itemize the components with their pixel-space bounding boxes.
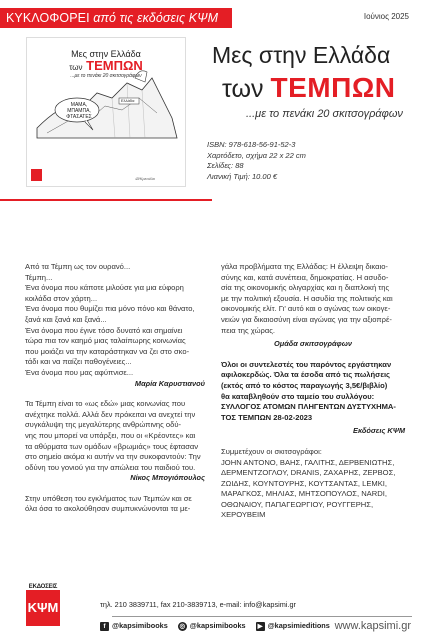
text-line: Από τα Τέμπη ως τον ουρανό... <box>25 262 131 271</box>
facebook-icon: f <box>100 622 109 631</box>
cover-signature: Ø/Κρεούλο <box>135 176 155 181</box>
book-title-line2 <box>222 72 396 104</box>
left-block3 <box>25 494 205 515</box>
text-line: τάδι και να παίζει παθογένειες... <box>25 357 132 367</box>
text-line: πεια της χώρας. <box>221 325 275 335</box>
text-line: κοιλάδα στον χάρτη... <box>25 293 98 303</box>
text-line: στο σημείο ακόμα κι αυτήν να την συκοφαντούν: Την <box>25 452 201 462</box>
banner-italic: από τις εκδόσεις ΚΨΜ <box>93 11 219 25</box>
text-line: ΣΥΛΛΟΓΟΣ ΑΤΟΜΩΝ ΠΛΗΓΕΝΤΩΝ ΔΥΣΤΥΧΗΜΑ- <box>221 402 396 412</box>
youtube-link[interactable] <box>256 621 330 631</box>
issue-date: Ιούνιος 2025 <box>363 12 409 21</box>
text-line: ΜΑΡΑΓΚΟΣ, ΜΗΛΙΑΣ, ΜΗΤΣΟΠΟΥΛΟΣ, NARDI, <box>221 489 387 499</box>
instagram-link[interactable] <box>178 621 246 631</box>
text-line: γάλα προβλήματα της Ελλάδας: Η έλλειψη δικαιο- <box>221 262 388 271</box>
contributors-label: Συμμετέχουν οι σκιτσογράφοι: <box>221 446 322 456</box>
text-line: Ένα όνομα που έγινε τόσο δυνατό και σημαίνει <box>25 325 183 335</box>
text-line: όλα όσα το ακολούθησαν συμπυκνώνονται τα με- <box>25 504 191 514</box>
text-line: με την πολιτική εξουσία. Η ασυδία της πολιτικής και <box>221 293 393 303</box>
text-line: αφιλοκερδώς. Όλα τα έσοδα από τις πωλήσεις <box>221 370 390 380</box>
contact-info: τηλ. 210 3839711, fax 210-3839713, e-mail: info@kapsimi.gr <box>100 600 296 609</box>
quote-author-3: Ομάδα σκιτσογράφων <box>273 339 353 349</box>
publisher-logo-main: ΚΨΜ <box>26 590 60 626</box>
text-line: Ένα όνομα που μας αφύπνισε... <box>25 367 134 377</box>
cover-subtitle: ...με το πενάκι 20 σκιτσογράφων <box>70 73 142 79</box>
text-line: ΧΕΡΟΥΒΕΙΜ <box>221 510 266 520</box>
cover-temp-big: ΤΕΜΠΩΝ <box>86 58 143 73</box>
social-links <box>100 621 330 631</box>
left-block1 <box>25 262 205 379</box>
cover-title: Μες στην Ελλάδα <box>71 49 141 59</box>
meta-price: Λιανική Τιμή: 10.00 € <box>207 171 278 181</box>
text-line: (εκτός από το κόστος παραγωγής 3,5€/βιβλίο) <box>221 380 388 390</box>
text-line: νης που μπορεί να υπάρξει, που οι «Κρέοντες» και <box>25 430 196 440</box>
text-line: ανέχτηκε πολλά. Αλλά δεν πρόκειται να ανεχτεί την <box>25 409 196 419</box>
book-meta <box>207 140 306 182</box>
text-line: Ένα όνομα που κάποτε μιλούσε για μια εύφορη <box>25 283 184 293</box>
left-column <box>25 262 205 515</box>
publisher-sign: Εκδόσεις ΚΨΜ <box>353 426 405 436</box>
book-cover <box>26 37 186 187</box>
text-line: Στην υπόθεση του εγκλήματος των Τεμπών και σε <box>25 493 192 503</box>
cover-temp <box>27 58 185 73</box>
text-line: που μοιάζει να την καταράστηκαν να ζει στο σκο- <box>25 346 190 356</box>
text-line: Ένα όνομα που θυμίζει πια μόνο πόνο και θάνατο, <box>25 304 195 314</box>
book-title-small: των <box>222 75 264 103</box>
proceeds-notice <box>221 360 405 424</box>
cover-bubble-text: ΜΑΜΑ, ΜΠΑΜΠΑ, ΦΤΑΣΑΤΕΣ <box>66 102 92 120</box>
meta-binding: Χαρτόδετο, σχήμα 22 x 22 cm <box>207 150 306 160</box>
text-line: οικονομικής ελίτ. Γι' αυτό και ο αγώνας των οικογε- <box>221 304 391 314</box>
left-block2 <box>25 399 205 473</box>
website-link[interactable]: www.kapsimi.gr <box>334 620 411 632</box>
quote-author-1: Μαρία Καρυστιανού <box>134 378 205 388</box>
social-label: @kapsimieditions <box>267 621 330 630</box>
meta-pages: Σελίδες: 88 <box>207 161 244 170</box>
text-line: ΖΩΙΔΗΣ, ΚΟΥΝΤΟΥΡΗΣ, ΚΟΥΤΣΑΝΤΑΣ, LEMKI, <box>221 478 388 488</box>
text-line: τα αθύρματα των ομάδων «βρωμιάς» τους έφτασαν <box>25 441 199 451</box>
text-line: JOHN ANTONO, ΒΑΗΣ, ΓΑΛΙΤΗΣ, ΔΕΡΒΕΝΙΩΤΗΣ, <box>221 457 395 467</box>
book-subtitle: ...με το πενάκι 20 σκιτσογράφων <box>246 108 403 120</box>
meta-isbn: ISBN: 978-618-56-91-52-3 <box>207 140 296 149</box>
cover-publisher-logo-icon <box>31 169 42 181</box>
text-line: Όλοι οι συντελεστές του παρόντος εργάστηκαν <box>221 359 392 369</box>
publisher-logo <box>26 584 60 628</box>
text-line: σύνης και, κατά συνέπεια, δημοκρατίας. Η ασυδο- <box>221 272 389 282</box>
publisher-logo-top: ΕΚΔΟΣΕΙΣ <box>28 584 58 590</box>
text-line: σία της οικονομικής ολιγαρχίας και η διαπλοκή της <box>221 283 390 293</box>
text-line: ΔΕΡΜΕΝΤΖΟΓΛΟΥ, DRANIS, ΖΑΧΑΡΗΣ, ΖΕΡΒΟΣ, <box>221 468 396 478</box>
instagram-icon: ◎ <box>179 623 186 630</box>
social-label: @kapsimibooks <box>189 621 246 630</box>
quote-author-2: Νίκος Μπογιόπουλος <box>130 473 205 483</box>
text-line: συγκάλυψη της μεγαλύτερης ανθρώπινης οδύ- <box>25 420 182 430</box>
text-line: Τέμπη... <box>25 272 53 282</box>
footer-divider <box>112 616 412 617</box>
cover-sign-text: Ελλάδα <box>121 98 135 103</box>
social-label: @kapsimibooks <box>112 621 168 630</box>
text-line: τώρα πια τον καημό μιας ταλαίπωρης κοινωνίας <box>25 336 186 346</box>
cover-temp-small: των <box>69 63 83 72</box>
banner-text: ΚΥΚΛΟΦΟΡΕΙ <box>6 11 90 25</box>
book-title-big: ΤΕΜΠΩΝ <box>270 72 396 103</box>
book-title-line1: Μες στην Ελλάδα <box>212 42 391 68</box>
text-line: ξανά και ξανά και ξανά... <box>25 314 107 324</box>
divider-rule <box>0 199 212 201</box>
facebook-link[interactable] <box>100 621 168 631</box>
text-line: νειών για δικαιοσύνη είναι αγώνας για την αξιοπρέ- <box>221 314 392 324</box>
top-banner <box>0 8 232 28</box>
contributors-list <box>221 458 405 522</box>
youtube-icon: ▶ <box>257 623 263 630</box>
right-block1 <box>221 262 405 336</box>
text-line: ΟΘΩΝΑΙΟΥ, ΠΑΠΑΓΕΩΡΓΙΟΥ, ΡΟΥΓΓΕΡΗΣ, <box>221 499 374 509</box>
text-line: οδύνη του γονιού για την απώλεια του παιδιού του. <box>25 462 196 472</box>
text-line: θα καταβληθούν στο ταμείο του συλλόγου: <box>221 391 375 401</box>
right-column <box>221 262 405 521</box>
text-line: ΤΟΣ ΤΕΜΠΩΝ 28-02-2023 <box>221 412 313 422</box>
text-line: Τα Τέμπη είναι το «ως εδώ» μιας κοινωνίας που <box>25 399 186 409</box>
